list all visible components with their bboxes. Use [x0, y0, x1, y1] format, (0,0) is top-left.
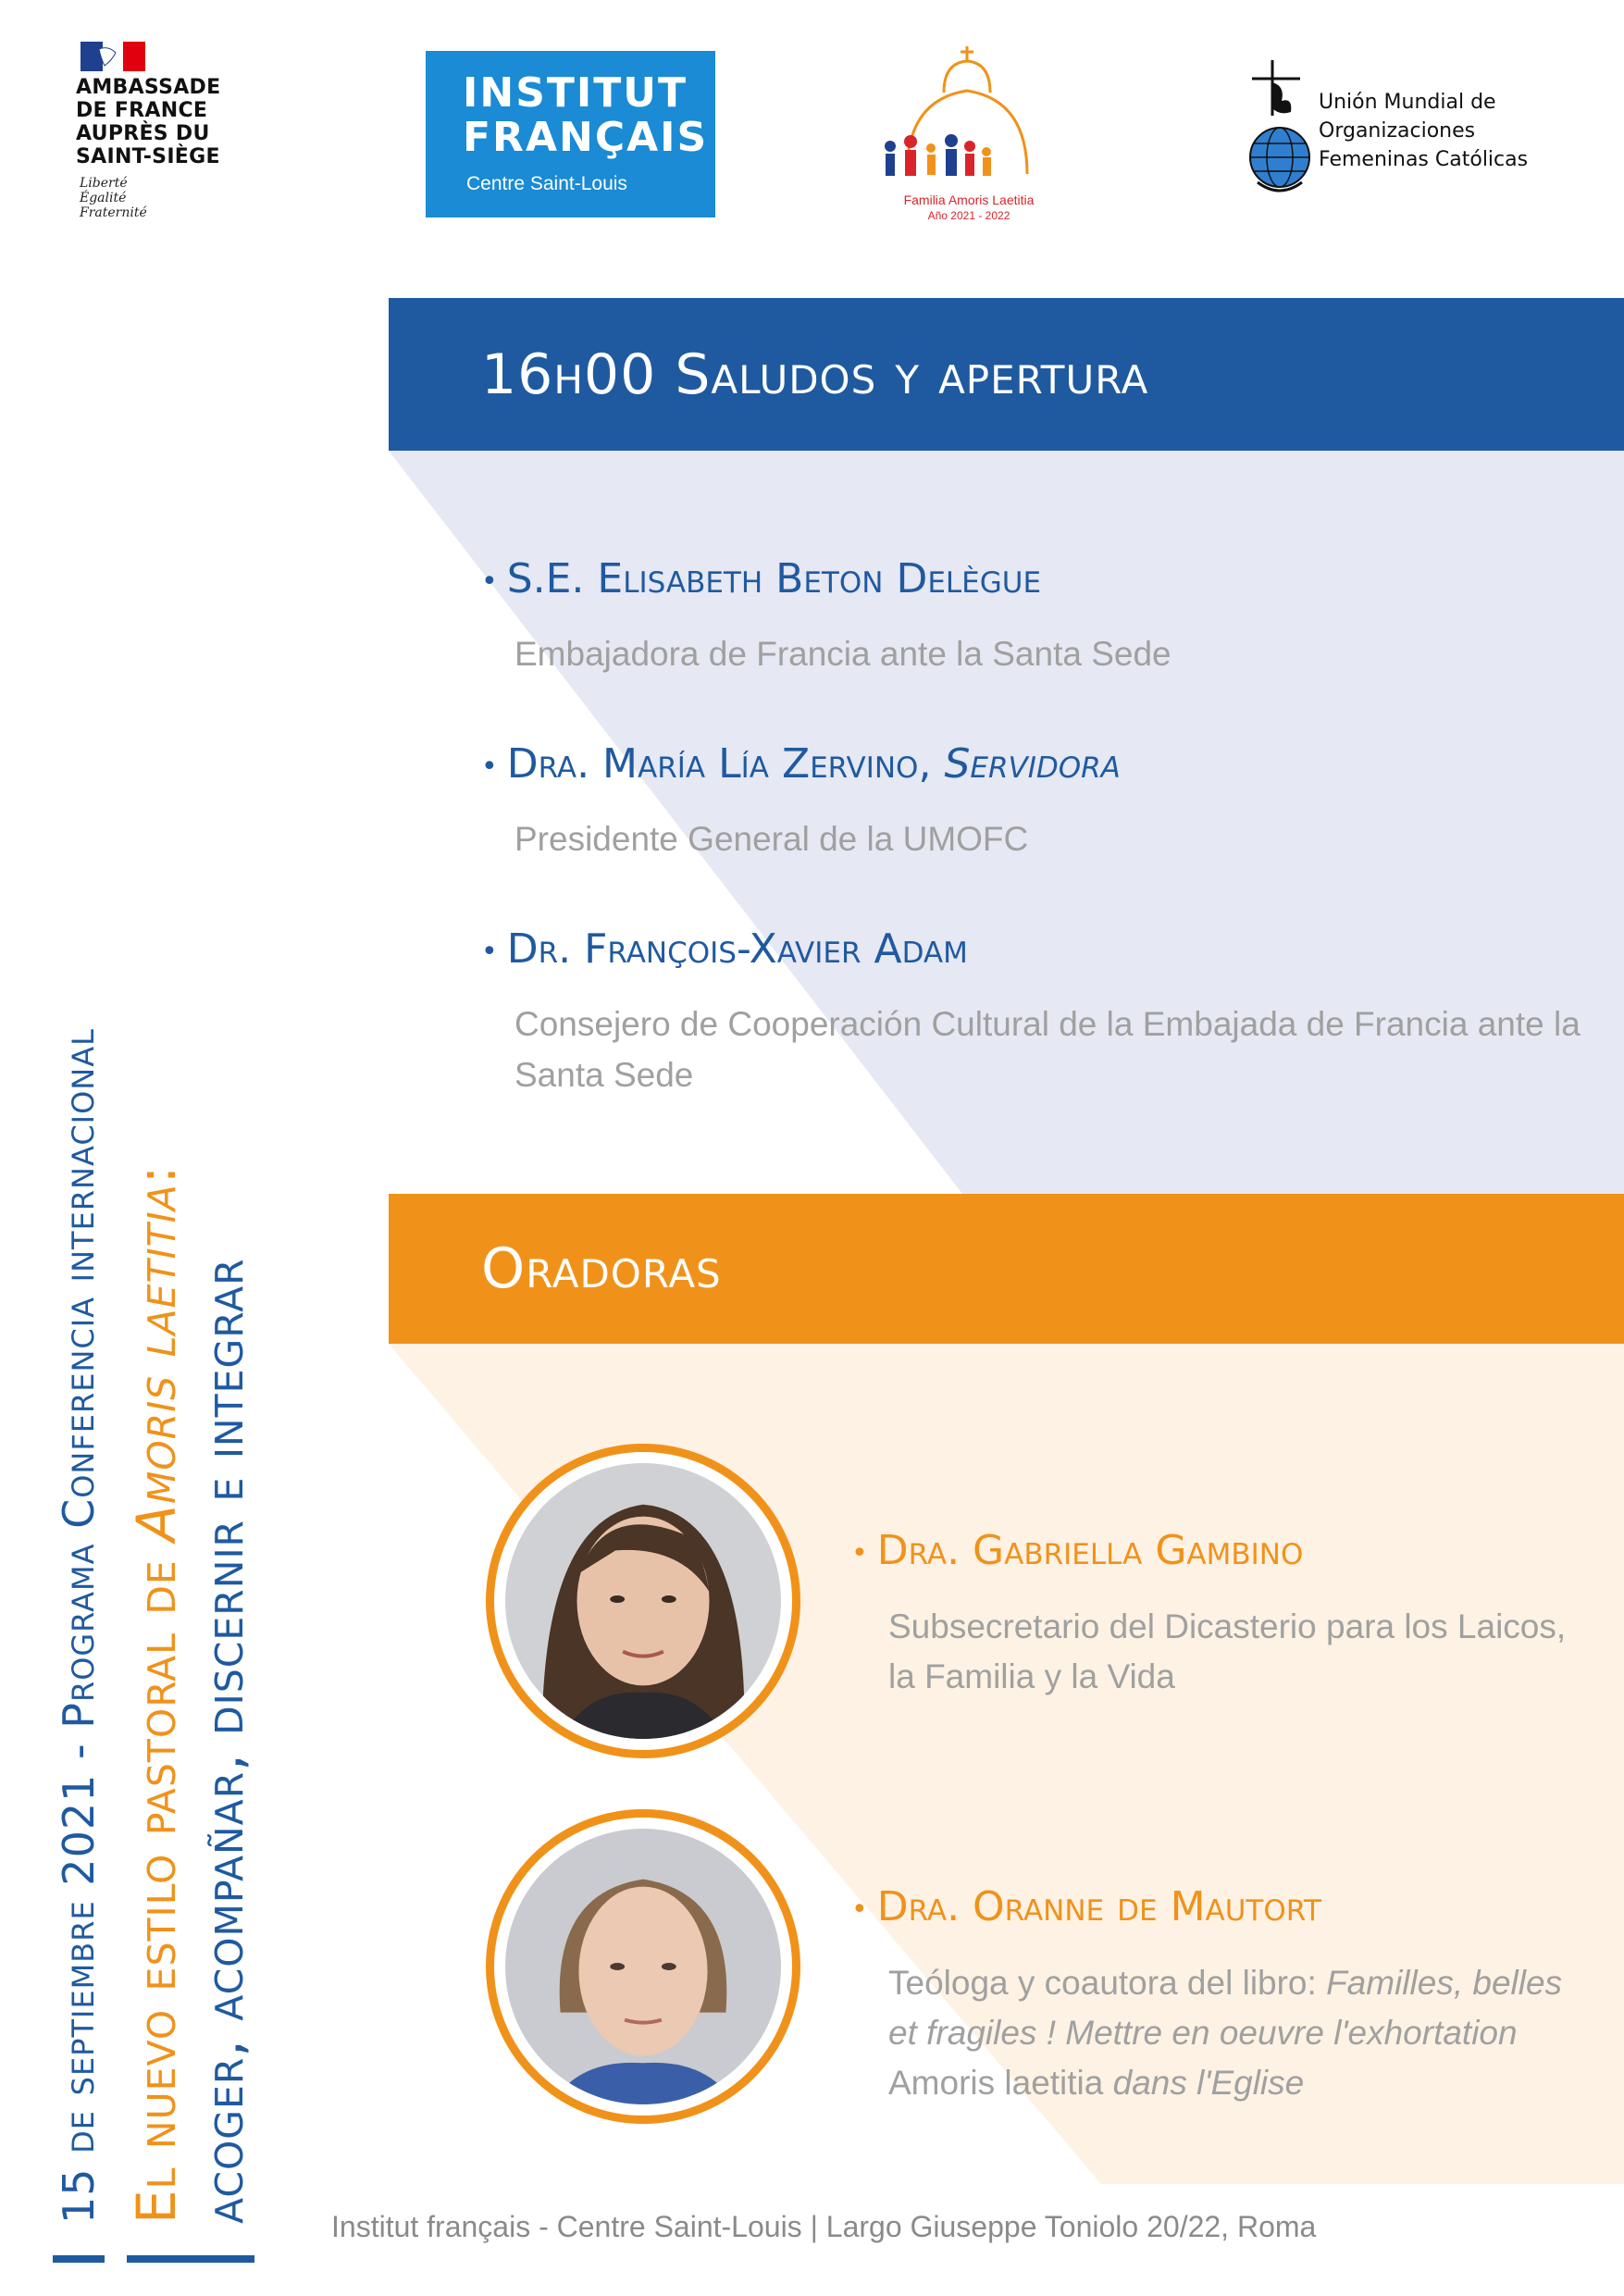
- institut-francais-logo: INSTITUT FRANÇAIS Centre Saint-Louis: [426, 51, 715, 217]
- bullet-icon: •: [481, 935, 498, 968]
- embassy-name: AMBASSADE DE FRANCE AUPRÈS DU SAINT-SIÈGE: [76, 76, 221, 168]
- sidebar-title: [51, 504, 291, 2263]
- bullet-icon: •: [851, 1893, 868, 1926]
- bullet-icon: •: [481, 750, 498, 783]
- sidebar-title-line-2: acoger, acompañar, discernir e integrar: [192, 1258, 255, 2224]
- section-banner-saludos: 16h00 Saludos y apertura: [389, 298, 1624, 451]
- umofc-logo: [1245, 60, 1559, 208]
- portrait-woman-short-hair: [505, 1829, 781, 2104]
- embassy-motto: Liberté Égalité Fraternité: [80, 176, 147, 220]
- umofc-name: Unión Mundial de Organizaciones Femeninas Católicas: [1319, 91, 1529, 171]
- bullet-icon: •: [481, 565, 498, 598]
- globe-cross-icon: [1245, 60, 1314, 208]
- saint-peter-dome-family-icon: [870, 44, 1064, 192]
- oradora-item: • Dra. Gabriella Gambino Subsecretario del Dicasterio para los Laicos, la Familia y la Vida: [851, 1527, 1567, 1695]
- portrait-woman-dark-hair: [505, 1463, 781, 1739]
- marianne-flag-icon: [81, 42, 145, 71]
- section-banner-oradoras: Oradoras: [389, 1194, 1624, 1344]
- speaker-item: • S.E. Elisabeth Beton Delègue Embajadora de Francia ante la Santa Sede: [481, 555, 1172, 673]
- speaker-photo: [486, 1444, 800, 1758]
- speaker-photo: [486, 1809, 800, 2124]
- embassy-logo: [76, 37, 242, 231]
- speaker-item: • Dr. François-Xavier Adam Consejero de Cooperación Cultural de la Embajada de Francia ante la Santa Sede: [481, 925, 1581, 1094]
- sidebar-title-line-1: El nuevo estilo pastoral de Amoris laetitia:: [125, 1164, 188, 2224]
- sidebar-date-line: 15 de septiembre 2021 - Programa Conferencia internacional: [54, 1028, 104, 2224]
- oradora-item: • Dra. Oranne de Mautort Teóloga y coautora del libro: Familles, belles et fragiles ! Mettre en oeuvre l'exhortation Amoris laetitia dans l'Eglise: [851, 1883, 1563, 2102]
- speaker-item: • Dra. María Lía Zervino, Servidora Presidente General de la UMOFC: [481, 740, 1121, 858]
- bullet-icon: •: [851, 1536, 868, 1570]
- familia-amoris-laetitia-logo: Familia Amoris Laetitia Año 2021 - 2022: [870, 44, 1064, 230]
- footer-address: Institut français - Centre Saint-Louis | Largo Giuseppe Toniolo 20/22, Roma: [331, 2210, 1317, 2243]
